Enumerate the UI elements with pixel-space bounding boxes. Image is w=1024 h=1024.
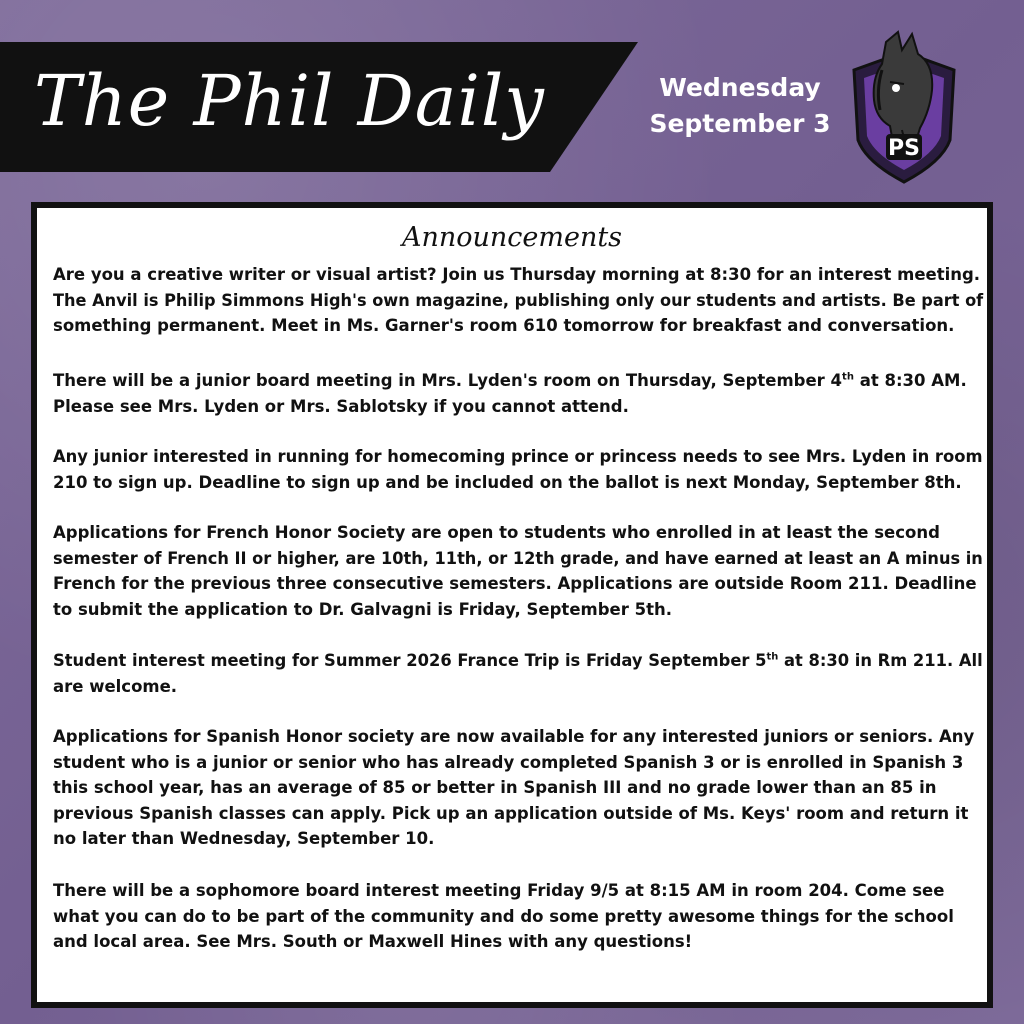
announcements-panel: [31, 202, 993, 1008]
announcement-line: semester of French II or higher, are 10th, 11th, or 12th grade, and have earned at least an A minus in: [53, 548, 983, 568]
announcements-heading: Announcements: [401, 222, 623, 253]
announcement-line: student who is a junior or senior who has already completed Spanish 3 or is enrolled in Spanish 3: [53, 752, 964, 772]
announcement-france-trip: [53, 648, 983, 699]
announcement-line: Applications for French Honor Society are open to students who enrolled in at least the second: [53, 523, 940, 542]
announcement-line: Any junior interested in running for homecoming prince or princess needs to see Mrs. Lyden in room: [53, 447, 983, 466]
announcement-text: Student interest meeting for Summer 2026 France Trip is Friday September 5: [53, 651, 767, 670]
announcement-line: Are you a creative writer or visual artist? Join us Thursday morning at 8:30 for an interest meeting.: [53, 265, 981, 284]
announcement-line: no later than Wednesday, September 10.: [53, 829, 435, 848]
announcement-line: Please see Mrs. Lyden or Mrs. Sablotsky if you cannot attend.: [53, 396, 629, 416]
announcement-french-honor: [53, 520, 983, 622]
announcement-line: are welcome.: [53, 676, 178, 696]
announcement-sophomore-board: [53, 878, 983, 955]
announcement-line: what you can do to be part of the community and do some pretty awesome things for the school: [53, 906, 954, 926]
announcement-line: French for the previous three consecutive semesters. Applications are outside Room 211. Deadline: [53, 574, 977, 593]
announcement-text: at 8:30 in Rm 211. All: [778, 651, 983, 670]
weekday-label: Wednesday: [659, 73, 821, 102]
announcement-text: at 8:30 AM.: [853, 371, 967, 390]
mustang-horse-shield-icon: [846, 30, 962, 186]
ordinal-suffix: th: [766, 651, 779, 663]
date-label: September 3: [649, 109, 831, 138]
announcement-line: this school year, has an average of 85 or better in Spanish III and no grade lower than an 85 in: [53, 778, 937, 797]
announcement-line: 210 to sign up. Deadline to sign up and be included on the ballot is next Monday, September 8th.: [53, 472, 962, 492]
announcement-line: and local area. See Mrs. South or Maxwell Hines with any questions!: [53, 932, 693, 951]
announcement-line: to submit the application to Dr. Galvagni is Friday, September 5th.: [53, 599, 672, 619]
announcement-spanish-honor: [53, 724, 983, 852]
announcement-line: [53, 648, 983, 674]
announcement-text: There will be a junior board meeting in Mrs. Lyden's room on Thursday, September 4: [53, 371, 843, 390]
announcement-junior-board: [53, 368, 983, 419]
date-block: [640, 70, 840, 142]
title-banner: [0, 42, 640, 172]
announcement-line: previous Spanish classes can apply. Pick up an application outside of Ms. Keys' room and return it: [53, 803, 969, 823]
announcement-line: The Anvil is Philip Simmons High's own magazine, publishing only our students and artists. Be part of: [53, 290, 984, 310]
ordinal-suffix: th: [842, 371, 854, 383]
announcement-homecoming: [53, 444, 983, 495]
announcement-line: Applications for Spanish Honor society are now available for any interested juniors or seniors. Any: [53, 727, 975, 746]
announcement-anvil: [53, 262, 983, 339]
announcement-line: There will be a sophomore board interest meeting Friday 9/5 at 8:15 AM in room 204. Come see: [53, 881, 945, 900]
logo-letters: PS: [888, 136, 920, 161]
announcement-line: something permanent. Meet in Ms. Garner's room 610 tomorrow for breakfast and conversation.: [53, 316, 955, 335]
announcement-line: [53, 368, 983, 394]
page-title: The Phil Daily: [34, 60, 545, 142]
